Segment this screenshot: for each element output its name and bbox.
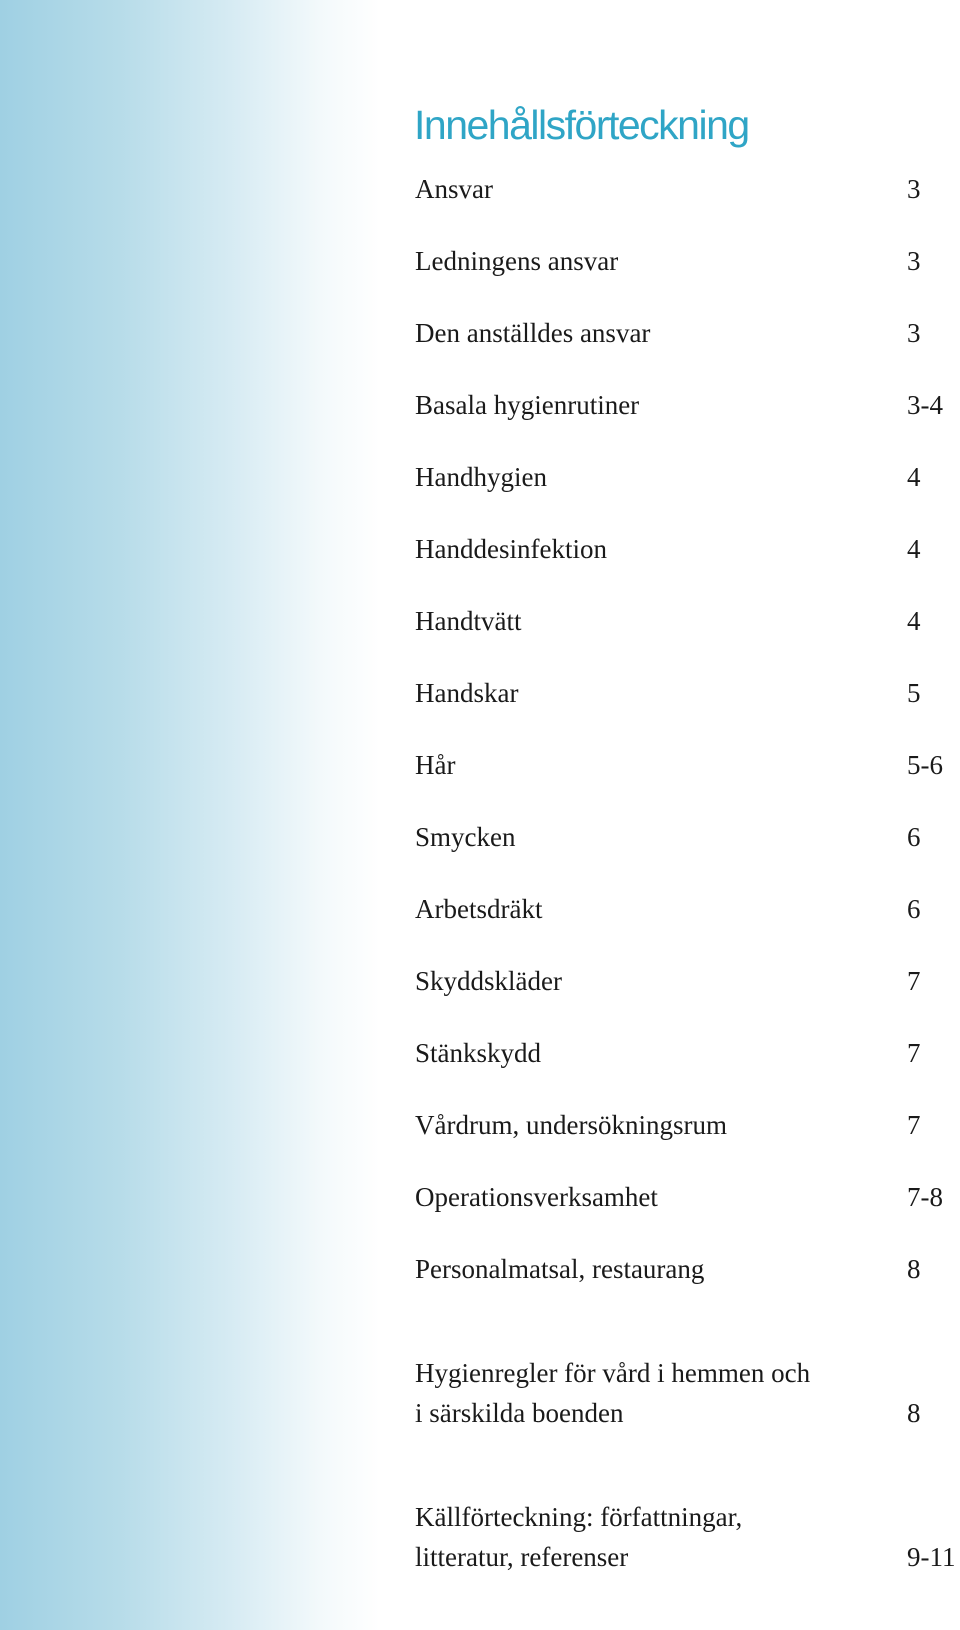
toc-entry-page: 9-11 [907, 1542, 956, 1572]
toc-entry-text: litteratur, referenser [415, 1542, 629, 1572]
toc-entry[interactable] [415, 1353, 960, 1433]
toc-entry-text: Ansvar [415, 174, 493, 204]
toc-entry-page: 6 [907, 894, 921, 924]
toc-entry-page: 7-8 [907, 1182, 943, 1212]
toc-entry[interactable] [415, 961, 960, 1001]
toc-entry-text: Hygienregler för vård i hemmen och [415, 1358, 811, 1388]
toc-entry[interactable] [415, 313, 960, 353]
toc-entry-text: Personalmatsal, restaurang [415, 1254, 705, 1284]
toc-entry-page: 7 [907, 1110, 921, 1140]
toc-entry[interactable] [415, 889, 960, 929]
toc-entry-text: Hår [415, 750, 456, 780]
toc-entry-text: Skyddskläder [415, 966, 562, 996]
toc-entry-page: 5 [907, 678, 921, 708]
toc-entry-page: 4 [907, 534, 921, 564]
toc-entry[interactable] [415, 817, 960, 857]
toc-entry-text: Handdesinfektion [415, 534, 607, 564]
toc-entry-page: 8 [907, 1254, 921, 1284]
toc-entry[interactable] [415, 529, 960, 569]
toc-entry-page: 3 [907, 174, 921, 204]
toc-entry-page: 3 [907, 246, 921, 276]
toc-entry[interactable] [415, 457, 960, 497]
toc-entry-text: Stänkskydd [415, 1038, 542, 1068]
toc-entry[interactable] [415, 241, 960, 281]
toc-entry[interactable] [415, 1105, 960, 1145]
toc-entry-text: Handtvätt [415, 606, 522, 636]
toc-entry-text: Smycken [415, 822, 516, 852]
toc-entry[interactable] [415, 745, 960, 785]
toc-entry-page: 5-6 [907, 750, 943, 780]
toc-entry-text: Källförteckning: författningar, [415, 1502, 743, 1532]
toc-title: Innehållsförteckning [414, 102, 749, 148]
toc-entry-text: Handskar [415, 678, 519, 708]
toc-entry-text: Handhygien [415, 462, 547, 492]
toc-entry-page: 7 [907, 1038, 921, 1068]
toc-entry-text: Ledningens ansvar [415, 246, 619, 276]
toc-entry[interactable] [415, 1177, 960, 1217]
toc-entry-page: 6 [907, 822, 921, 852]
toc-entry[interactable] [415, 1497, 960, 1577]
toc-entry-page: 4 [907, 462, 921, 492]
toc-entry[interactable] [415, 1249, 960, 1289]
toc-entry[interactable] [415, 1033, 960, 1073]
toc-entry-text: Operationsverksamhet [415, 1182, 658, 1212]
toc-entry-page: 3 [907, 318, 921, 348]
toc-entry[interactable] [415, 385, 960, 425]
toc-entry-page: 4 [907, 606, 921, 636]
toc-entry-text: i särskilda boenden [415, 1398, 624, 1428]
toc-entry[interactable] [415, 169, 960, 209]
toc-entry-page: 8 [907, 1398, 921, 1428]
toc-entry-page: 3-4 [907, 390, 943, 420]
toc-entry-text: Basala hygienrutiner [415, 390, 640, 420]
toc-entry[interactable] [415, 673, 960, 713]
toc-entry-text: Arbetsdräkt [415, 894, 543, 924]
toc-entry-page: 7 [907, 966, 921, 996]
toc-entry-text: Den anställdes ansvar [415, 318, 651, 348]
toc-entry-text: Vårdrum, undersökningsrum [415, 1110, 727, 1140]
toc-entry[interactable] [415, 601, 960, 641]
